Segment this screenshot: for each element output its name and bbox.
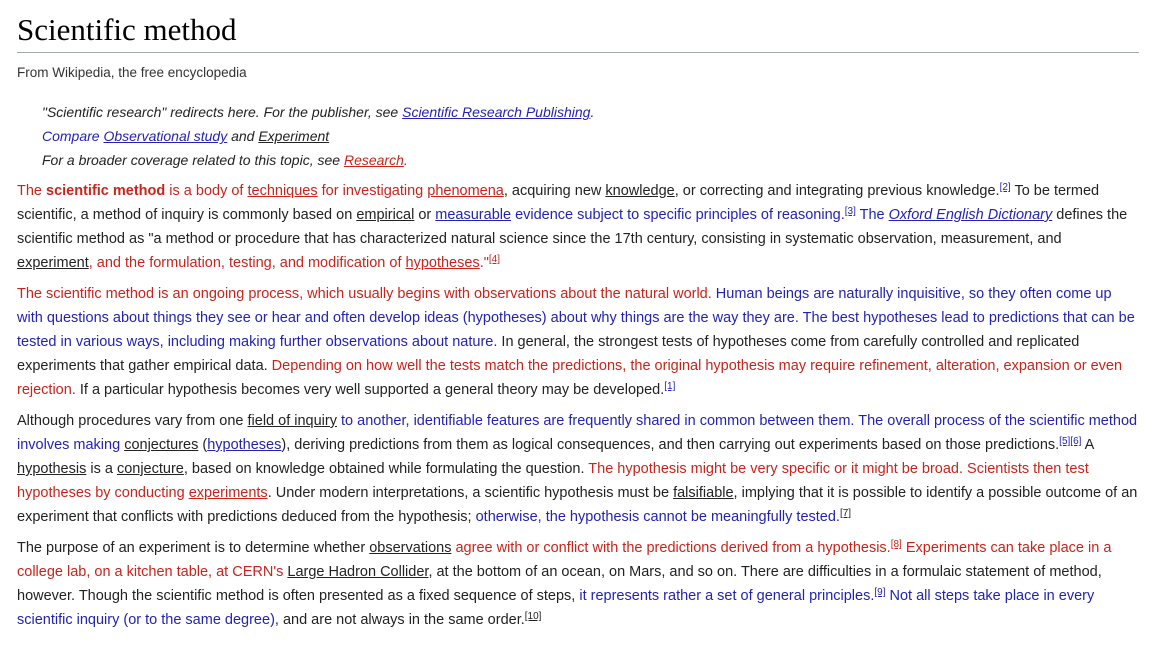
text-run: to another, identifiable features are frequently shared in common between them. (336, 413, 855, 429)
citation-superscript (840, 508, 851, 519)
citation-superscript (874, 587, 885, 598)
wiki-link[interactable]: conjectures (124, 437, 199, 453)
text-run: Human beings are naturally inquisitive, so they often come up with questions about things they see or hear and often develop ideas (hypotheses) about why things are the way they are. (17, 286, 1112, 326)
text-run: If a particular hypothesis becomes very well supported a general theory may be developed. (75, 382, 665, 398)
wiki-link[interactable]: Observational study (103, 128, 228, 144)
text-run: A (1081, 437, 1094, 453)
citation-link[interactable]: [8] (890, 539, 902, 550)
citation-link[interactable]: [7] (839, 508, 852, 519)
text-run: Experiments can take place in a college lab, on a kitchen table, at CERN's (17, 540, 1112, 580)
wiki-link[interactable]: measurable (435, 207, 512, 223)
text-run: , based on knowledge obtained while formulating the question. (183, 461, 585, 477)
text-run: evidence subject to specific principles of reasoning. (511, 207, 845, 223)
wiki-link[interactable]: empirical (356, 207, 415, 223)
text-run: for investigating (317, 183, 428, 199)
wiki-link[interactable]: Research (343, 152, 404, 168)
wiki-link[interactable]: experiments (188, 485, 268, 501)
text-run: is a (86, 461, 117, 477)
text-run: For a broader coverage related to this topic, see (42, 152, 344, 168)
article-body (17, 179, 1139, 632)
citation-superscript (1059, 436, 1081, 447)
wiki-link[interactable]: experiment (17, 255, 89, 271)
wiki-link[interactable]: knowledge (605, 183, 675, 199)
citation-link[interactable]: [2] (999, 182, 1011, 193)
hatnote (42, 148, 1139, 172)
hatnote (42, 100, 1139, 124)
citation-link[interactable]: [9] (874, 587, 886, 598)
citation-link[interactable]: [1] (664, 381, 676, 392)
text-run: ( (198, 437, 208, 453)
wiki-link[interactable]: Oxford English Dictionary (888, 207, 1053, 223)
text-run: ." (479, 255, 489, 271)
text-run: To be termed scientific, a method of inquiry is commonly based on (17, 183, 1100, 223)
article-paragraph (17, 536, 1139, 632)
text-run: , or correcting and integrating previous knowledge. (674, 183, 1000, 199)
wiki-link[interactable]: observations (369, 540, 452, 556)
text-run: scientific method (46, 183, 166, 199)
text-run: ), deriving predictions from them as logical consequences, and then carrying out experiments based on those predictions. (281, 437, 1060, 453)
text-run: . (403, 152, 408, 168)
citation-superscript (891, 539, 902, 550)
text-run: . Under modern interpretations, a scientific hypothesis must be (267, 485, 674, 501)
text-run: . (590, 104, 595, 120)
site-tagline: From Wikipedia, the free encyclopedia (17, 65, 247, 80)
text-run: and (227, 128, 259, 144)
text-run: agree with or conflict with the predictions derived from a hypothesis. (451, 540, 891, 556)
text-run: "Scientific research" redirects here. For the publisher, see (42, 104, 403, 120)
article-paragraph (17, 282, 1139, 402)
article-paragraph (17, 179, 1139, 275)
text-run: In general, the strongest tests of hypotheses come from carefully controlled and replicated experiments that gather empirical data. (17, 334, 1080, 374)
citation-link[interactable]: [3] (844, 206, 856, 217)
text-run: otherwise, the hypothesis cannot be meaningfully tested. (471, 509, 840, 525)
wiki-link[interactable]: conjecture (116, 461, 184, 477)
text-run: Not all steps take place in every scientific inquiry (or to the same degree), (17, 588, 1095, 628)
hatnote-section (17, 100, 1139, 172)
text-run: There are difficulties in a formulaic statement of method, however. (17, 564, 1102, 604)
wiki-link[interactable]: techniques (247, 183, 318, 199)
text-run: , acquiring new (503, 183, 606, 199)
text-run: The purpose of an experiment is to determine whether (17, 540, 370, 556)
citation-superscript (489, 254, 500, 265)
page-title: Scientific method (17, 8, 1139, 53)
text-run: The best hypotheses lead to predictions that can be tested in various ways, including making further observations about nature. (17, 310, 1135, 350)
text-run: it represents rather a set of general principles. (575, 588, 875, 604)
text-run: , and the formulation, testing, and modification of (88, 255, 406, 271)
wiki-link[interactable]: field of inquiry (247, 413, 337, 429)
article-paragraph (17, 409, 1139, 529)
text-run: is a body of (165, 183, 248, 199)
text-run: , at the bottom of an ocean, on Mars, and so on. (428, 564, 738, 580)
text-run: and are not always in the same order. (278, 612, 525, 628)
text-run: The (855, 207, 889, 223)
wiki-link[interactable]: Experiment (258, 128, 330, 144)
citation-superscript (664, 381, 675, 392)
text-run: The (17, 183, 47, 199)
citation-link[interactable]: [4] (488, 254, 500, 265)
text-run: defines the scientific method as "a method or procedure that has characterized natural science since the 17th century, consisting in systematic observation, measurement, and (17, 207, 1128, 247)
hatnote (42, 124, 1139, 148)
citation-superscript (525, 611, 542, 622)
citation-link[interactable]: [10] (524, 611, 542, 622)
citation-link[interactable]: [5][6] (1059, 436, 1082, 447)
citation-superscript (1000, 182, 1011, 193)
text-run: The scientific method is an ongoing process, which usually begins with observations about the natural world. (17, 286, 712, 302)
wiki-link[interactable]: hypotheses (207, 437, 282, 453)
text-run: The hypothesis might be very specific or it might be broad. (584, 461, 964, 477)
text-run: Although procedures vary from one (17, 413, 248, 429)
wiki-link[interactable]: phenomena (427, 183, 504, 199)
text-run: The overall process of the scientific method involves making (17, 413, 1138, 453)
wiki-link[interactable]: Large Hadron Collider (287, 564, 429, 580)
citation-superscript (845, 206, 856, 217)
wiki-link[interactable]: Scientific Research Publishing (402, 104, 591, 120)
text-run: or (414, 207, 436, 223)
text-run: Depending on how well the tests match the predictions, the original hypothesis may require refinement, alteration, expansion or even rejection. (17, 358, 1123, 398)
text-run: , implying that it is possible to identify a possible outcome of an experiment that conflicts with predictions deduced from the hypothesis; (17, 485, 1138, 525)
wiki-link[interactable]: hypotheses (405, 255, 480, 271)
wiki-link[interactable]: falsifiable (673, 485, 734, 501)
text-run: Though the scientific method is often presented as a fixed sequence of steps, (75, 588, 576, 604)
text-run: Scientists then test hypotheses by conducting (17, 461, 1089, 501)
wiki-link[interactable]: hypothesis (17, 461, 87, 477)
text-run: Compare (42, 128, 104, 144)
